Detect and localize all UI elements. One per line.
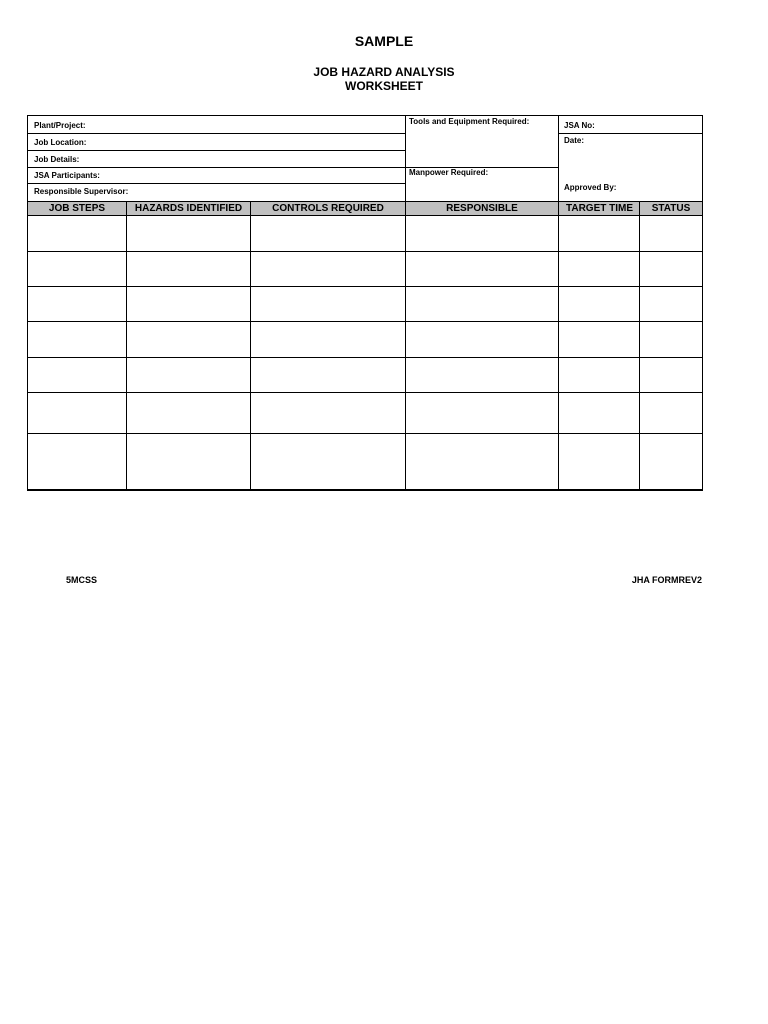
date-label: Date:	[564, 136, 585, 145]
footer-left-code: 5MCSS	[66, 575, 98, 585]
divider	[558, 133, 702, 134]
tools-equipment-label: Tools and Equipment Required:	[409, 117, 530, 126]
column-header-target-time: TARGET TIME	[565, 203, 634, 214]
divider	[558, 116, 559, 201]
document-subtitle	[0, 65, 768, 93]
jha-form	[27, 115, 703, 490]
column-header-status: STATUS	[651, 203, 691, 214]
column-divider	[126, 201, 127, 491]
table-header	[28, 201, 702, 216]
column-header-controls: CONTROLS REQUIRED	[272, 203, 384, 214]
column-divider	[639, 201, 640, 491]
column-divider	[558, 201, 559, 491]
row-divider	[28, 286, 702, 287]
table-bottom-border	[27, 489, 703, 491]
responsible-supervisor-label: Responsible Supervisor:	[34, 187, 129, 196]
job-location-label: Job Location:	[34, 138, 87, 147]
column-divider	[405, 201, 406, 491]
row-divider	[28, 357, 702, 358]
footer-form-revision: JHA FORMREV2	[631, 575, 702, 585]
row-divider	[28, 321, 702, 322]
divider	[28, 167, 406, 168]
column-header-responsible: RESPONSIBLE	[446, 203, 518, 214]
divider	[28, 183, 406, 184]
approved-by-label: Approved By:	[564, 183, 617, 192]
document-title: SAMPLE	[354, 33, 414, 49]
column-header-hazards: HAZARDS IDENTIFIED	[134, 203, 243, 214]
divider	[28, 133, 406, 134]
subtitle-line-1: JOB HAZARD ANALYSIS	[313, 65, 455, 79]
subtitle-line-2: WORKSHEET	[345, 79, 423, 93]
jsa-no-label: JSA No:	[564, 121, 595, 130]
manpower-label: Manpower Required:	[409, 168, 489, 177]
jsa-participants-label: JSA Participants:	[34, 171, 100, 180]
divider	[405, 116, 406, 201]
plant-project-label: Plant/Project:	[34, 121, 86, 130]
row-divider	[28, 433, 702, 434]
divider	[28, 150, 406, 151]
row-divider	[28, 392, 702, 393]
column-divider	[250, 201, 251, 491]
column-header-job-steps: JOB STEPS	[48, 203, 106, 214]
row-divider	[28, 251, 702, 252]
job-details-label: Job Details:	[34, 155, 80, 164]
